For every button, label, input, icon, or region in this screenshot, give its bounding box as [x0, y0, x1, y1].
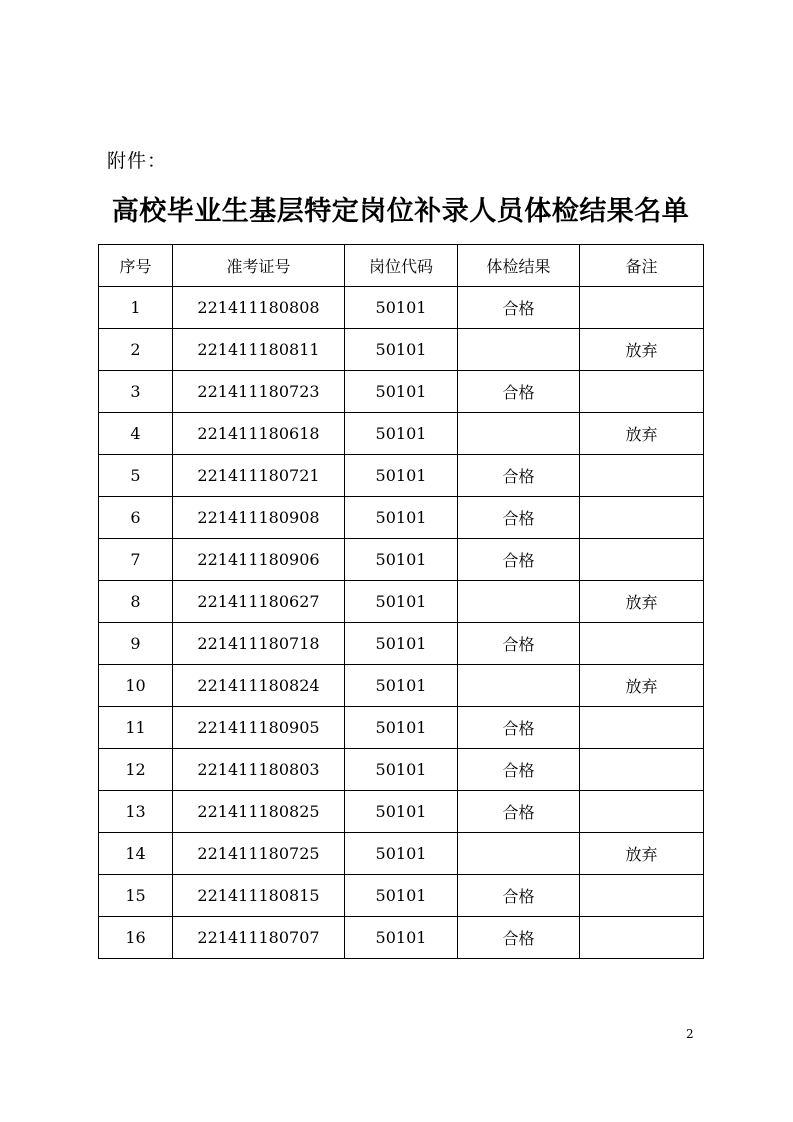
- cell-exam-number: 221411180721: [173, 455, 345, 497]
- cell-exam-result: 合格: [458, 371, 580, 413]
- cell-index: 14: [99, 833, 173, 875]
- cell-exam-number: 221411180627: [173, 581, 345, 623]
- cell-position-code: 50101: [345, 875, 458, 917]
- cell-exam-result: [458, 665, 580, 707]
- cell-remarks: [580, 749, 704, 791]
- cell-remarks: 放弃: [580, 833, 704, 875]
- cell-index: 2: [99, 329, 173, 371]
- cell-position-code: 50101: [345, 539, 458, 581]
- cell-index: 13: [99, 791, 173, 833]
- cell-exam-result: 合格: [458, 749, 580, 791]
- cell-position-code: 50101: [345, 329, 458, 371]
- cell-index: 5: [99, 455, 173, 497]
- attachment-label: 附件：: [107, 150, 168, 172]
- cell-exam-number: 221411180905: [173, 707, 345, 749]
- cell-index: 15: [99, 875, 173, 917]
- header-exam-result: 体检结果: [458, 245, 580, 287]
- cell-exam-result: [458, 833, 580, 875]
- cell-remarks: 放弃: [580, 581, 704, 623]
- cell-index: 12: [99, 749, 173, 791]
- table-row: [99, 539, 704, 581]
- cell-remarks: [580, 875, 704, 917]
- table-row: [99, 623, 704, 665]
- cell-exam-result: 合格: [458, 497, 580, 539]
- cell-position-code: 50101: [345, 665, 458, 707]
- cell-remarks: [580, 707, 704, 749]
- cell-position-code: 50101: [345, 791, 458, 833]
- cell-index: 11: [99, 707, 173, 749]
- cell-exam-result: [458, 581, 580, 623]
- cell-position-code: 50101: [345, 581, 458, 623]
- cell-remarks: [580, 287, 704, 329]
- cell-exam-number: 221411180824: [173, 665, 345, 707]
- cell-exam-number: 221411180725: [173, 833, 345, 875]
- header-exam-number: 准考证号: [173, 245, 345, 287]
- cell-remarks: 放弃: [580, 665, 704, 707]
- cell-exam-result: 合格: [458, 623, 580, 665]
- cell-remarks: [580, 497, 704, 539]
- results-table: [98, 244, 704, 959]
- cell-index: 7: [99, 539, 173, 581]
- cell-exam-number: 221411180815: [173, 875, 345, 917]
- cell-remarks: 放弃: [580, 413, 704, 455]
- cell-remarks: [580, 917, 704, 959]
- cell-exam-result: 合格: [458, 791, 580, 833]
- table-row: [99, 791, 704, 833]
- cell-position-code: 50101: [345, 371, 458, 413]
- cell-exam-result: 合格: [458, 287, 580, 329]
- cell-exam-result: 合格: [458, 707, 580, 749]
- table-row: [99, 917, 704, 959]
- table-row: [99, 413, 704, 455]
- cell-exam-number: 221411180908: [173, 497, 345, 539]
- cell-remarks: [580, 371, 704, 413]
- cell-exam-result: 合格: [458, 455, 580, 497]
- cell-position-code: 50101: [345, 749, 458, 791]
- header-position-code: 岗位代码: [345, 245, 458, 287]
- table-body: [99, 287, 704, 959]
- cell-exam-number: 221411180811: [173, 329, 345, 371]
- document-title: 高校毕业生基层特定岗位补录人员体检结果名单: [111, 196, 690, 227]
- cell-position-code: 50101: [345, 497, 458, 539]
- table-row: [99, 707, 704, 749]
- cell-exam-number: 221411180618: [173, 413, 345, 455]
- cell-exam-number: 221411180906: [173, 539, 345, 581]
- cell-index: 16: [99, 917, 173, 959]
- table-row: [99, 455, 704, 497]
- cell-exam-number: 221411180808: [173, 287, 345, 329]
- cell-index: 6: [99, 497, 173, 539]
- table-row: [99, 749, 704, 791]
- cell-position-code: 50101: [345, 917, 458, 959]
- cell-exam-number: 221411180723: [173, 371, 345, 413]
- table-row: [99, 329, 704, 371]
- cell-exam-number: 221411180825: [173, 791, 345, 833]
- table-row: [99, 371, 704, 413]
- cell-position-code: 50101: [345, 623, 458, 665]
- cell-index: 3: [99, 371, 173, 413]
- header-index: 序号: [99, 245, 173, 287]
- table-row: [99, 875, 704, 917]
- cell-exam-result: 合格: [458, 539, 580, 581]
- cell-exam-result: [458, 413, 580, 455]
- cell-remarks: [580, 791, 704, 833]
- table-row: [99, 833, 704, 875]
- header-row: [99, 245, 704, 287]
- cell-index: 10: [99, 665, 173, 707]
- cell-index: 9: [99, 623, 173, 665]
- cell-index: 8: [99, 581, 173, 623]
- cell-exam-result: [458, 329, 580, 371]
- cell-remarks: 放弃: [580, 329, 704, 371]
- cell-exam-number: 221411180803: [173, 749, 345, 791]
- cell-position-code: 50101: [345, 833, 458, 875]
- cell-remarks: [580, 623, 704, 665]
- cell-exam-result: 合格: [458, 875, 580, 917]
- table-header: [99, 245, 704, 287]
- cell-position-code: 50101: [345, 707, 458, 749]
- cell-exam-number: 221411180718: [173, 623, 345, 665]
- cell-remarks: [580, 539, 704, 581]
- cell-position-code: 50101: [345, 413, 458, 455]
- table-row: [99, 497, 704, 539]
- header-remarks: 备注: [580, 245, 704, 287]
- cell-index: 1: [99, 287, 173, 329]
- page-number: 2: [686, 1027, 694, 1041]
- table-row: [99, 287, 704, 329]
- cell-remarks: [580, 455, 704, 497]
- cell-exam-result: 合格: [458, 917, 580, 959]
- table-row: [99, 665, 704, 707]
- cell-index: 4: [99, 413, 173, 455]
- cell-exam-number: 221411180707: [173, 917, 345, 959]
- table-row: [99, 581, 704, 623]
- cell-position-code: 50101: [345, 287, 458, 329]
- cell-position-code: 50101: [345, 455, 458, 497]
